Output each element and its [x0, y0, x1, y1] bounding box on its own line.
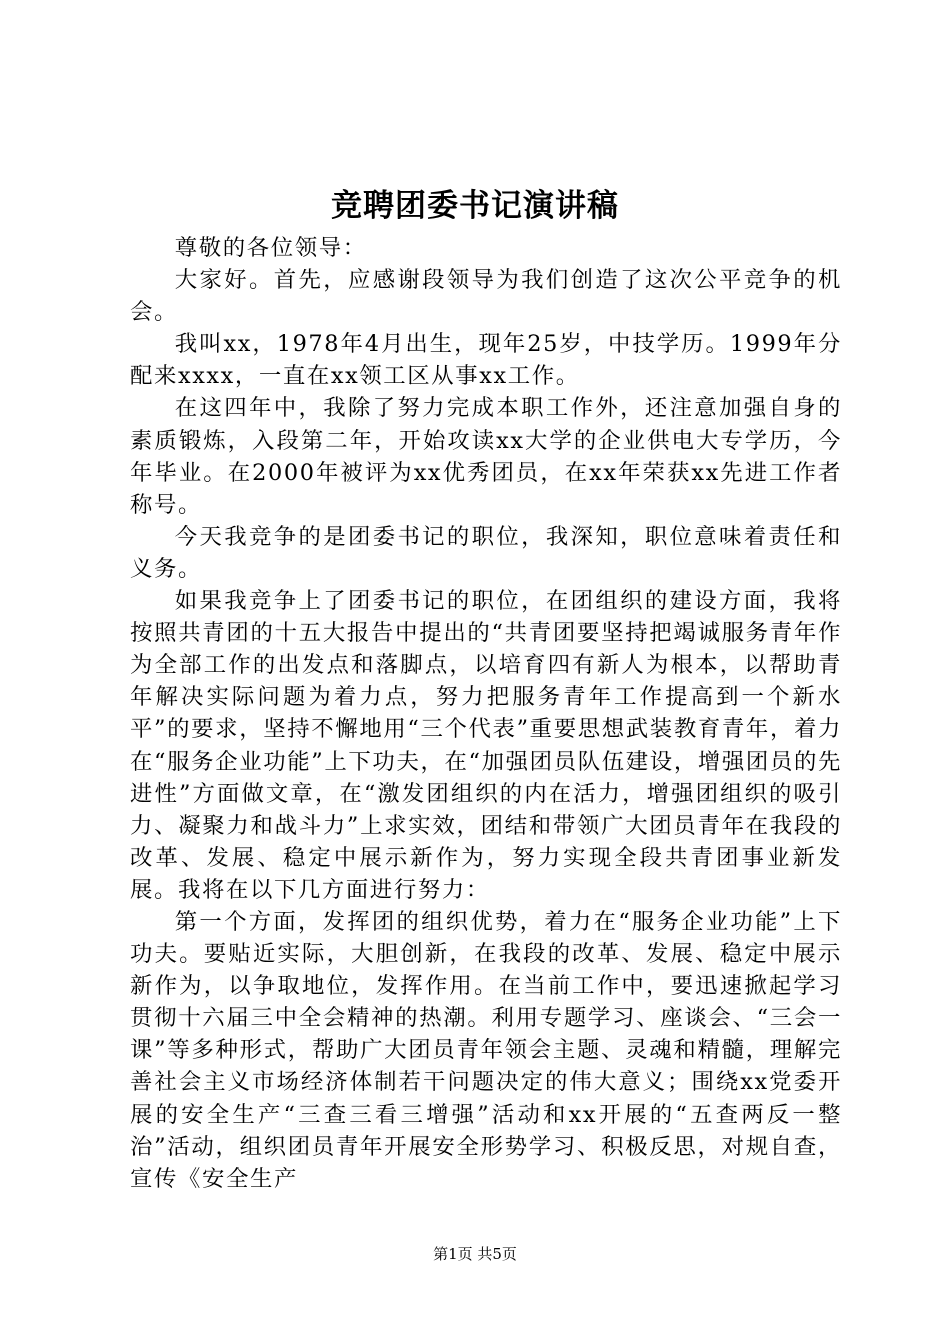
- document-body: [130, 232, 842, 1195]
- paragraph-first-aspect: 第一个方面，发挥团的组织优势，着力在“服务企业功能”上下功夫。要贴近实际，大胆创新，在我段的改革、发展、稳定中展示新作为，以争取地位，发挥作用。在当前工作中，要迅速掀起学习贯彻十六届三中全会精神的热潮。利用专题学习、座谈会、“三会一课”等多种形式，帮助广大团员青年领会主题、灵魂和精髓，理解完善社会主义市场经济体制若干问题决定的伟大意义；围绕xx党委开展的安全生产“三查三看三增强”活动和xx开展的“五查两反一整治”活动，组织团员青年开展安全形势学习、积极反思，对规自查，宣传《安全生产: [130, 908, 842, 1192]
- paragraph-experience: 在这四年中，我除了努力完成本职工作外，还注意加强自身的素质锻炼，入段第二年，开始攻读xx大学的企业供电大专学历，今年毕业。在2000年被评为xx优秀团员，在xx年荣获xx先进工作者称号。: [130, 395, 842, 518]
- paragraph-introduction: 我叫xx，1978年4月出生，现年25岁，中技学历。1999年分配来xxxx，一直在xx领工区从事xx工作。: [130, 331, 842, 390]
- document-title: 竞聘团委书记演讲稿: [331, 188, 619, 224]
- page-footer: 第1页 共5页: [433, 1245, 517, 1263]
- paragraph-salutation: 尊敬的各位领导：: [174, 235, 367, 261]
- paragraph-greeting: 大家好。首先，应感谢段领导为我们创造了这次公平竞争的机会。: [130, 267, 842, 326]
- paragraph-responsibility: 今天我竞争的是团委书记的职位，我深知，职位意味着责任和义务。: [130, 523, 842, 582]
- paragraph-plan: 如果我竞争上了团委书记的职位，在团组织的建设方面，我将按照共青团的十五大报告中提出的“共青团要坚持把竭诚服务青年作为全部工作的出发点和落脚点，以培育四有新人为根本，以帮助青年解决实际问题为着力点，努力把服务青年工作提高到一个新水平”的要求，坚持不懈地用“三个代表”重要思想武装教育青年，着力在“服务企业功能”上下功夫，在“加强团员队伍建设，增强团员的先进性”方面做文章，在“激发团组织的内在活力，增强团组织的吸引力、凝聚力和战斗力”上求实效，团结和带领广大团员青年在我段的改革、发展、稳定中展示新作为，努力实现全段共青团事业新发展。我将在以下几方面进行努力：: [130, 588, 842, 903]
